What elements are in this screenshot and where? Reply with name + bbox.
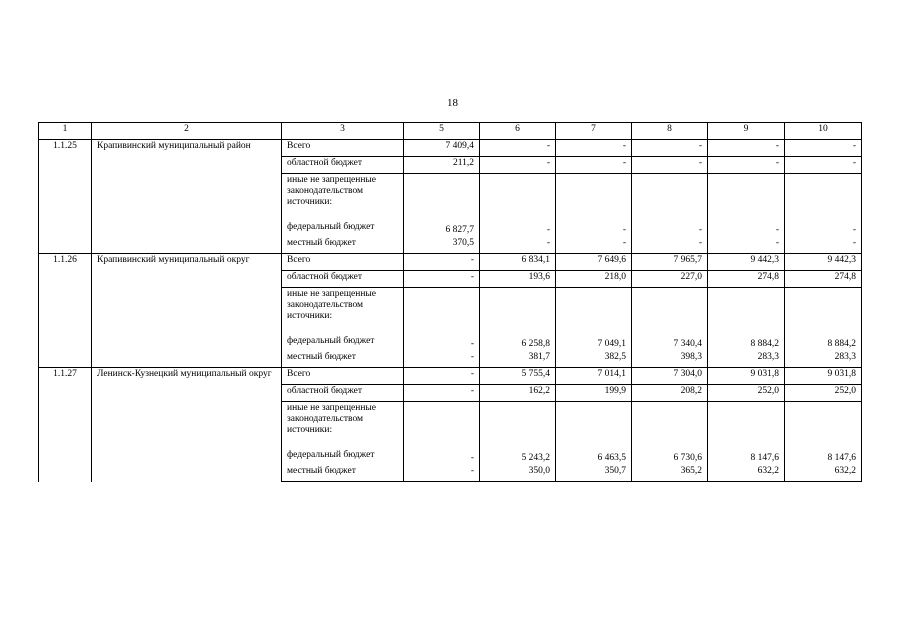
value-cell: 252,0 <box>785 385 862 402</box>
municipality-name: Крапивинский муниципальный округ <box>92 254 282 368</box>
funding-source-label: местный бюджет <box>282 351 404 368</box>
municipality-name: Ленинск-Кузнецкий муниципальный округ <box>92 368 282 482</box>
value-cell: - <box>404 335 480 351</box>
value-cell <box>404 174 480 222</box>
value-cell: 6 258,8 <box>480 335 556 351</box>
value-cell: - <box>480 157 556 174</box>
value-cell: - <box>632 221 708 237</box>
value-cell: 283,3 <box>785 351 862 368</box>
funding-source-label: областной бюджет <box>282 271 404 288</box>
value-cell: 350,7 <box>556 465 632 482</box>
value-cell: 283,3 <box>708 351 785 368</box>
column-header: 1 <box>39 123 92 140</box>
value-cell: 8 147,6 <box>708 449 785 465</box>
value-cell <box>785 402 862 450</box>
value-cell: 5 243,2 <box>480 449 556 465</box>
group-code: 1.1.25 <box>39 140 92 254</box>
value-cell: 7 649,6 <box>556 254 632 271</box>
value-cell: - <box>404 385 480 402</box>
value-cell <box>708 402 785 450</box>
value-cell: - <box>708 237 785 254</box>
value-cell: 381,7 <box>480 351 556 368</box>
table-row <box>39 140 862 157</box>
funding-source-label: областной бюджет <box>282 157 404 174</box>
column-header: 2 <box>92 123 282 140</box>
value-cell <box>480 174 556 222</box>
column-header: 3 <box>282 123 404 140</box>
value-cell: - <box>632 140 708 157</box>
value-cell: - <box>404 465 480 482</box>
value-cell: - <box>404 351 480 368</box>
value-cell: - <box>480 237 556 254</box>
funding-source-label: Всего <box>282 368 404 385</box>
value-cell: 274,8 <box>785 271 862 288</box>
value-cell: - <box>404 254 480 271</box>
value-cell: 350,0 <box>480 465 556 482</box>
funding-source-label: областной бюджет <box>282 385 404 402</box>
value-cell: 9 442,3 <box>785 254 862 271</box>
value-cell <box>404 288 480 336</box>
funding-source-label: иные не запрещенные законодательством источники: <box>282 174 404 222</box>
value-cell: 211,2 <box>404 157 480 174</box>
value-cell: 370,5 <box>404 237 480 254</box>
value-cell: - <box>632 157 708 174</box>
value-cell <box>556 402 632 450</box>
value-cell <box>632 402 708 450</box>
value-cell: - <box>785 157 862 174</box>
group-code: 1.1.26 <box>39 254 92 368</box>
funding-source-label: федеральный бюджет <box>282 335 404 351</box>
column-header: 8 <box>632 123 708 140</box>
value-cell <box>556 288 632 336</box>
value-cell: 632,2 <box>785 465 862 482</box>
value-cell: 162,2 <box>480 385 556 402</box>
value-cell: 7 409,4 <box>404 140 480 157</box>
table-row <box>39 254 862 271</box>
value-cell: - <box>480 140 556 157</box>
value-cell <box>785 288 862 336</box>
value-cell: 7 304,0 <box>632 368 708 385</box>
budget-table <box>38 122 862 482</box>
column-header: 5 <box>404 123 480 140</box>
value-cell: - <box>708 221 785 237</box>
value-cell: - <box>556 157 632 174</box>
value-cell: 398,3 <box>632 351 708 368</box>
value-cell: 7 340,4 <box>632 335 708 351</box>
value-cell: - <box>708 157 785 174</box>
value-cell: 193,6 <box>480 271 556 288</box>
value-cell: 8 147,6 <box>785 449 862 465</box>
column-header: 7 <box>556 123 632 140</box>
value-cell: 8 884,2 <box>708 335 785 351</box>
value-cell: - <box>556 237 632 254</box>
value-cell <box>480 288 556 336</box>
value-cell: 218,0 <box>556 271 632 288</box>
value-cell: - <box>785 237 862 254</box>
value-cell: 6 730,6 <box>632 449 708 465</box>
value-cell: 199,9 <box>556 385 632 402</box>
group-code: 1.1.27 <box>39 368 92 482</box>
value-cell: - <box>556 221 632 237</box>
value-cell: 9 031,8 <box>708 368 785 385</box>
value-cell: 382,5 <box>556 351 632 368</box>
value-cell: 632,2 <box>708 465 785 482</box>
value-cell <box>708 174 785 222</box>
value-cell: - <box>708 140 785 157</box>
municipality-name: Крапивинский муниципальный район <box>92 140 282 254</box>
value-cell: 8 884,2 <box>785 335 862 351</box>
value-cell: 9 031,8 <box>785 368 862 385</box>
table-row <box>39 368 862 385</box>
value-cell: 5 755,4 <box>480 368 556 385</box>
funding-source-label: Всего <box>282 140 404 157</box>
value-cell: 6 827,7 <box>404 221 480 237</box>
value-cell: - <box>404 271 480 288</box>
value-cell: - <box>785 140 862 157</box>
column-header: 6 <box>480 123 556 140</box>
value-cell <box>632 174 708 222</box>
funding-source-label: местный бюджет <box>282 237 404 254</box>
funding-source-label: иные не запрещенные законодательством источники: <box>282 288 404 336</box>
value-cell <box>404 402 480 450</box>
value-cell <box>556 174 632 222</box>
value-cell: 365,2 <box>632 465 708 482</box>
value-cell: 208,2 <box>632 385 708 402</box>
value-cell: 227,0 <box>632 271 708 288</box>
value-cell: 7 965,7 <box>632 254 708 271</box>
value-cell: - <box>480 221 556 237</box>
header-row <box>39 123 862 140</box>
value-cell: 6 463,5 <box>556 449 632 465</box>
value-cell: 9 442,3 <box>708 254 785 271</box>
value-cell: - <box>785 221 862 237</box>
funding-source-label: местный бюджет <box>282 465 404 482</box>
value-cell <box>785 174 862 222</box>
value-cell: 6 834,1 <box>480 254 556 271</box>
funding-source-label: федеральный бюджет <box>282 221 404 237</box>
value-cell: - <box>632 237 708 254</box>
value-cell: 274,8 <box>708 271 785 288</box>
value-cell <box>632 288 708 336</box>
value-cell: 7 014,1 <box>556 368 632 385</box>
column-header: 10 <box>785 123 862 140</box>
column-header: 9 <box>708 123 785 140</box>
value-cell: 252,0 <box>708 385 785 402</box>
value-cell: 7 049,1 <box>556 335 632 351</box>
funding-source-label: федеральный бюджет <box>282 449 404 465</box>
value-cell <box>480 402 556 450</box>
value-cell: - <box>556 140 632 157</box>
value-cell: - <box>404 368 480 385</box>
funding-source-label: Всего <box>282 254 404 271</box>
value-cell: - <box>404 449 480 465</box>
page-number: 18 <box>447 97 458 109</box>
value-cell <box>708 288 785 336</box>
funding-source-label: иные не запрещенные законодательством источники: <box>282 402 404 450</box>
